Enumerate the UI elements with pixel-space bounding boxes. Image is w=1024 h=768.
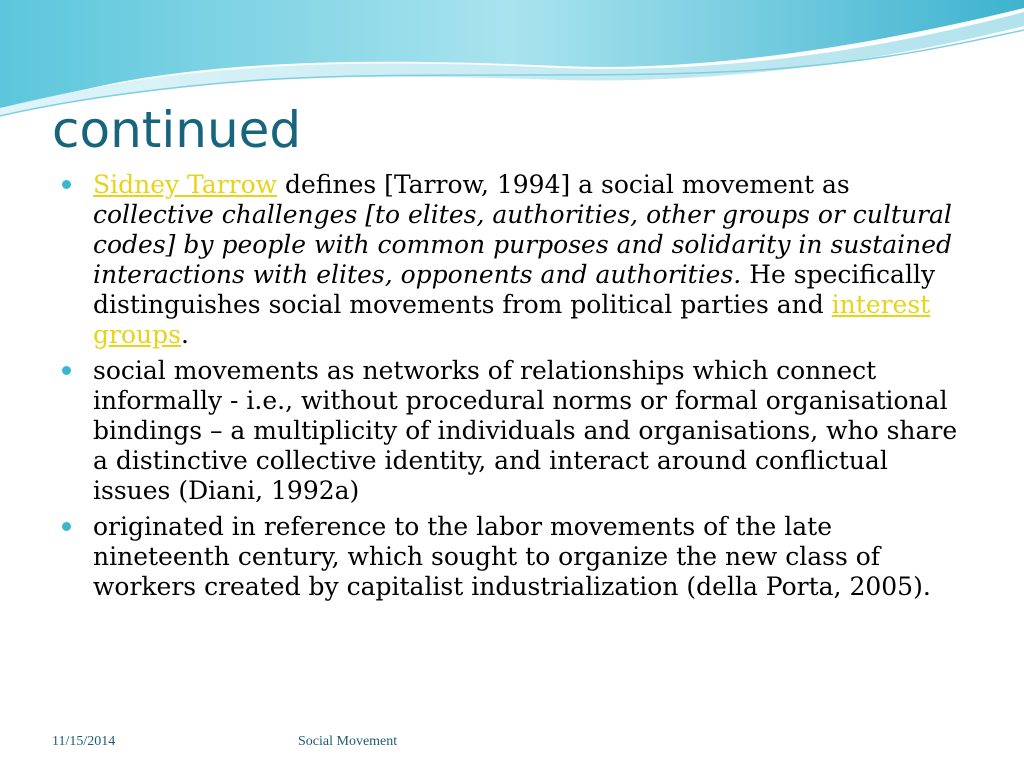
bullet-dot-icon [62, 180, 71, 189]
bullet-list [60, 170, 970, 608]
sidney-tarrow-link[interactable]: Sidney Tarrow [93, 170, 278, 199]
interest-groups-link[interactable]: interest groups [93, 290, 931, 349]
bullet-text: originated in reference to the labor movements of the late nineteenth century, which sought to organize the new class of workers created by capitalist industrialization (della Porta, 2005). [93, 512, 931, 601]
footer-label: Social Movement [298, 734, 398, 749]
bullet-italic-definition: collective challenges [to elites, authorities, other groups or cultural codes] by people with common purposes and solidarity in sustained interactions with elites, opponents and authorities. [93, 200, 953, 289]
bullet-text: social movements as networks of relationships which connect informally - i.e., without procedural norms or formal organisational bindings – a multiplicity of individuals and organisations, who share a distinctive collective identity, and interact around conflictual issues (Diani, 1992a) [93, 356, 958, 505]
bullet-text: . [180, 320, 189, 349]
bullet-networks [60, 356, 970, 506]
bullet-origins [60, 512, 970, 602]
footer-date: 11/15/2014 [52, 734, 116, 749]
bullet-dot-icon [62, 366, 71, 375]
bullet-text: He specifically distinguishes social movements from political parties and [93, 260, 936, 319]
slide-title: continued [52, 101, 302, 159]
bullet-tarrow-definition [60, 170, 970, 350]
bullet-dot-icon [62, 522, 71, 531]
bullet-text: defines [Tarrow, 1994] a social movement as [277, 170, 850, 199]
